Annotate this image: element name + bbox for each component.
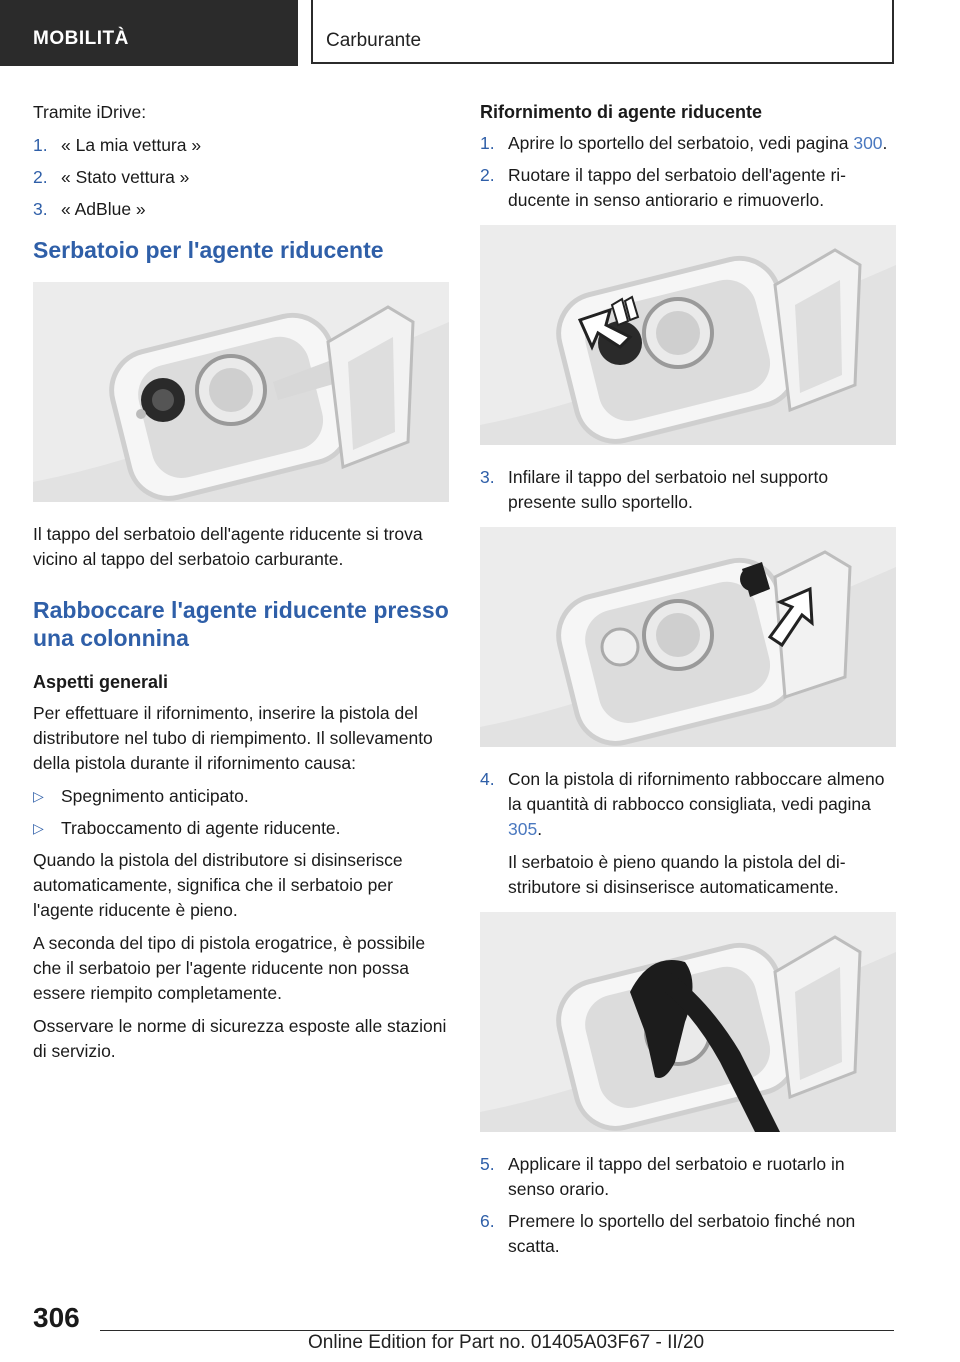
- nozzle-type-text: A seconda del tipo di pistola erogatrice, è possibile che il serbatoio per l'agente riducente non possa essere riempito completamente.: [33, 933, 426, 1003]
- figure-cap-holder: [480, 527, 896, 747]
- left-column: [33, 100, 449, 1072]
- footer-divider: [100, 1330, 894, 1331]
- refill-step: 4. Con la pistola di rifornimento rabboccare almeno la quantità di rabbocco consigliata, vedi pagina 305. Il serbatoio è pieno quando la pistola del distributore si disinserisce automaticamente.: [480, 767, 896, 900]
- topic-title: Carburante: [326, 30, 422, 51]
- idrive-step: 1. « La mia vettura »: [33, 135, 202, 155]
- step4-note: Il serbatoio è pieno quando la pistola del distributore si disinserisce automaticamente.: [508, 852, 846, 897]
- page-number: 306: [33, 1302, 80, 1333]
- refill-step: 2. Ruotare il tappo del serbatoio dell'agente riducente in senso antiorario e rimuoverlo.: [480, 165, 846, 210]
- heading-general: Aspetti generali: [33, 672, 169, 692]
- refill-step: 1. Aprire lo sportello del serbatoio, vedi pagina 300.: [480, 133, 888, 153]
- page-link-300[interactable]: 300: [853, 133, 883, 153]
- bullet-item: ▷ Traboccamento di agente riducente.: [33, 816, 449, 841]
- refill-step: 6. Premere lo sportello del serbatoio finché non scatta.: [480, 1211, 856, 1256]
- bullet-item: ▷ Spegnimento anticipato.: [33, 784, 449, 809]
- refill-step: 5. Applicare il tappo del serbatoio e ruotarlo in senso orario.: [480, 1154, 845, 1199]
- general-text: Per effettuare il rifornimento, inserire la pistola del distributore nel tubo di riempimento. Il sollevamento della pistola durante il rifornimento causa:: [33, 703, 433, 773]
- idrive-step: 3. « AdBlue »: [33, 199, 146, 219]
- heading-topup: Rabboccare l'agente riducente presso una colonnina: [33, 597, 449, 651]
- heading-refill: Rifornimento di agente riducente: [480, 102, 763, 122]
- figure-nozzle: [480, 912, 896, 1132]
- topic-tab: [311, 0, 894, 64]
- heading-tank: Serbatoio per l'agente riducente: [33, 237, 384, 263]
- safety-text: Osservare le norme di sicurezza esposte alle stazioni di servizio.: [33, 1016, 447, 1061]
- figure-remove-cap: [480, 225, 896, 445]
- page-link-305[interactable]: 305: [508, 819, 538, 839]
- idrive-step: 2. « Stato vettura »: [33, 167, 190, 187]
- refill-step: 3. Infilare il tappo del serbatoio nel supporto presente sullo sportello.: [480, 467, 829, 512]
- triangle-bullet-icon: ▷: [33, 788, 44, 804]
- tank-description: Il tappo del serbatoio dell'agente riducente si trova vicino al tappo del serbatoio carburante.: [33, 524, 423, 569]
- idrive-intro: Tramite iDrive:: [33, 102, 147, 122]
- section-title: MOBILITÀ: [33, 28, 129, 49]
- right-column: [480, 100, 896, 1266]
- figure-tank-location: [33, 282, 449, 502]
- section-tab: [0, 0, 298, 66]
- full-tank-text: Quando la pistola del distributore si disinserisce automaticamente, significa che il serbatoio per l'agente riducente è pieno.: [33, 850, 403, 920]
- triangle-bullet-icon: ▷: [33, 820, 44, 836]
- edition-text: Online Edition for Part no. 01405A03F67 - II/20: [308, 1332, 705, 1353]
